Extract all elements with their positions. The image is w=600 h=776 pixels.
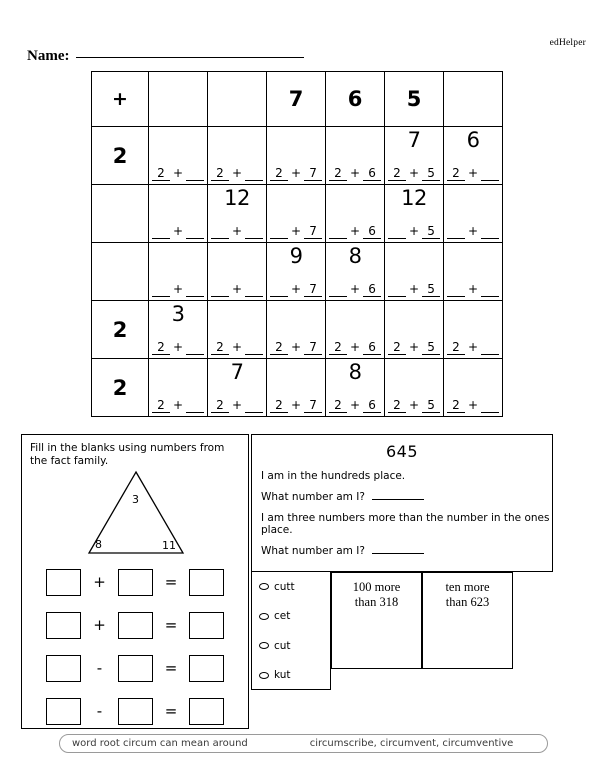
cell-content <box>385 243 443 300</box>
cell-content <box>444 359 502 416</box>
operator-corner-cell <box>92 72 149 127</box>
addend-right[interactable]: 5 <box>422 399 440 413</box>
equation-list <box>22 563 248 735</box>
cell-problem <box>208 341 266 355</box>
plus-sign-icon: + <box>408 282 420 296</box>
multiple-choice-label: cutt <box>274 580 295 593</box>
cell-problem <box>208 399 266 413</box>
more-than-box-2-line2: than 623 <box>445 595 490 609</box>
plus-sign-icon: + <box>349 398 361 412</box>
plus-sign-icon: + <box>349 166 361 180</box>
addend-right[interactable] <box>481 296 499 297</box>
column-header-cell <box>444 72 503 127</box>
plus-sign-icon: + <box>290 282 302 296</box>
cell-problem <box>444 399 502 413</box>
addition-cell[interactable] <box>267 243 326 301</box>
cell-content <box>267 127 325 184</box>
cell-problem <box>208 226 266 239</box>
addition-cell[interactable] <box>267 359 326 417</box>
plus-sign-icon: + <box>408 224 420 238</box>
equation-operator-icon: + <box>93 616 106 634</box>
addend-right[interactable] <box>481 354 499 355</box>
addend-left[interactable] <box>447 238 465 239</box>
addend-right[interactable] <box>186 354 204 355</box>
equation-box-second[interactable] <box>118 655 153 682</box>
multiple-choice-label: kut <box>274 669 291 682</box>
equation-box-result[interactable] <box>189 569 224 596</box>
equation-box-result[interactable] <box>189 612 224 639</box>
addition-cell[interactable] <box>385 359 444 417</box>
fact-family-triangle <box>84 467 188 559</box>
riddle-question-2-text: What number am I? <box>261 545 365 557</box>
column-header-value <box>444 72 502 126</box>
plus-sign-icon: + <box>231 340 243 354</box>
cell-problem <box>385 167 443 181</box>
cell-content <box>326 127 384 184</box>
name-input-line[interactable] <box>76 57 304 58</box>
addend-right[interactable] <box>481 180 499 181</box>
riddle-question-1 <box>261 489 552 503</box>
plus-operator-icon: + <box>112 88 128 110</box>
equation-box-result[interactable] <box>189 698 224 725</box>
addition-cell[interactable] <box>149 185 208 243</box>
cell-content <box>149 185 207 242</box>
more-than-box-1-line1: 100 more <box>352 580 401 594</box>
cell-content <box>267 243 325 300</box>
cell-content <box>385 127 443 184</box>
equation-box-first[interactable] <box>46 569 81 596</box>
column-header-cell <box>385 72 444 127</box>
cell-problem <box>267 167 325 181</box>
cell-answer: 7 <box>230 360 244 384</box>
multiple-choice-label: cet <box>274 610 291 623</box>
addend-left[interactable] <box>329 296 347 297</box>
plus-sign-icon: + <box>290 166 302 180</box>
addition-cell[interactable] <box>208 301 267 359</box>
addend-left[interactable] <box>270 238 288 239</box>
addend-left[interactable]: 2 <box>211 399 229 413</box>
cell-content <box>208 127 266 184</box>
column-header-cell <box>208 72 267 127</box>
cell-content <box>326 243 384 300</box>
row-header-value: 2 <box>112 143 128 168</box>
addend-left[interactable] <box>211 238 229 239</box>
plus-sign-icon: + <box>467 224 479 238</box>
addend-left[interactable]: 2 <box>329 167 347 181</box>
addend-right[interactable]: 7 <box>304 225 322 239</box>
cell-problem <box>444 167 502 181</box>
addition-cell[interactable] <box>149 243 208 301</box>
addend-right[interactable] <box>245 180 263 181</box>
cell-content <box>149 243 207 300</box>
addend-right[interactable] <box>186 296 204 297</box>
word-root-banner <box>59 734 548 753</box>
row-header-value: 2 <box>112 317 128 342</box>
column-header-cell <box>149 72 208 127</box>
riddle-answer-blank-2[interactable] <box>372 543 424 554</box>
cell-content <box>149 359 207 416</box>
cell-problem <box>267 225 325 239</box>
addend-right[interactable]: 5 <box>422 341 440 355</box>
cell-problem <box>149 399 207 413</box>
cell-problem <box>149 284 207 297</box>
plus-sign-icon: + <box>467 398 479 412</box>
plus-sign-icon: + <box>172 398 184 412</box>
row-header-cell <box>92 359 149 417</box>
cell-content <box>149 301 207 358</box>
equals-sign-icon: = <box>164 573 178 591</box>
addition-cell[interactable] <box>385 127 444 185</box>
cell-content <box>267 301 325 358</box>
radio-bubble-icon[interactable] <box>259 613 269 620</box>
cell-problem <box>326 167 384 181</box>
addend-right[interactable]: 6 <box>363 167 381 181</box>
cell-answer: 7 <box>407 128 421 152</box>
cell-content <box>444 301 502 358</box>
plus-sign-icon: + <box>172 340 184 354</box>
equation-box-first[interactable] <box>46 698 81 725</box>
addition-cell[interactable] <box>208 359 267 417</box>
fact-family-panel <box>21 434 249 729</box>
equation-box-first[interactable] <box>46 612 81 639</box>
name-label: Name: <box>27 48 70 64</box>
row-header-cell <box>92 301 149 359</box>
plus-sign-icon: + <box>172 224 184 238</box>
plus-sign-icon: + <box>467 166 479 180</box>
plus-sign-icon: + <box>349 282 361 296</box>
row-header-value <box>92 243 148 300</box>
equation-box-second[interactable] <box>118 569 153 596</box>
equation-box-first[interactable] <box>46 655 81 682</box>
addition-table <box>91 71 503 417</box>
column-header-cell <box>267 72 326 127</box>
addend-left[interactable]: 2 <box>329 399 347 413</box>
plus-sign-icon: + <box>290 398 302 412</box>
cell-problem <box>385 225 443 239</box>
addition-cell[interactable] <box>267 127 326 185</box>
addend-left[interactable] <box>152 238 170 239</box>
plus-sign-icon: + <box>231 166 243 180</box>
equation-operator-icon: - <box>96 702 103 720</box>
addend-right[interactable]: 6 <box>363 225 381 239</box>
addend-left[interactable] <box>388 238 406 239</box>
edhelper-logo: edHelper <box>549 38 586 48</box>
addend-right[interactable] <box>481 412 499 413</box>
column-header-value <box>149 72 207 126</box>
addition-cell[interactable] <box>326 359 385 417</box>
cell-content <box>326 185 384 242</box>
radio-bubble-icon[interactable] <box>259 672 269 679</box>
addend-right[interactable] <box>481 238 499 239</box>
addend-left[interactable]: 2 <box>270 341 288 355</box>
addend-left[interactable]: 2 <box>388 167 406 181</box>
cell-problem <box>444 226 502 239</box>
cell-answer: 6 <box>466 128 480 152</box>
fact-family-instruction: Fill in the blanks using numbers from the fact family. <box>30 442 225 467</box>
cell-problem <box>149 167 207 181</box>
addition-cell[interactable] <box>444 127 503 185</box>
triangle-right-number: 11 <box>162 539 176 552</box>
cell-content <box>444 185 502 242</box>
addend-right[interactable]: 7 <box>304 283 322 297</box>
row-header-value: 2 <box>112 375 128 400</box>
addition-cell[interactable] <box>385 185 444 243</box>
more-than-box-1[interactable] <box>331 572 422 669</box>
multiple-choice-label: cut <box>274 639 291 652</box>
equals-sign-icon: = <box>164 659 178 677</box>
cell-problem <box>267 283 325 297</box>
riddle-number: 645 <box>385 442 419 461</box>
addend-right[interactable] <box>186 238 204 239</box>
riddle-answer-blank-1[interactable] <box>372 489 424 500</box>
cell-problem <box>385 341 443 355</box>
addend-left[interactable] <box>152 296 170 297</box>
addition-cell[interactable] <box>149 359 208 417</box>
plus-sign-icon: + <box>231 224 243 238</box>
more-than-box-1-line2: than 318 <box>354 595 399 609</box>
multiple-choice-option[interactable] <box>259 572 330 602</box>
cell-problem <box>385 399 443 413</box>
table-header-row <box>92 72 503 127</box>
addend-right[interactable]: 6 <box>363 399 381 413</box>
column-header-value: 7 <box>288 87 304 111</box>
addend-left[interactable]: 2 <box>152 167 170 181</box>
equation-row <box>22 563 248 601</box>
table-row <box>92 127 503 185</box>
cell-problem <box>444 284 502 297</box>
cell-answer: 9 <box>289 244 303 268</box>
place-value-riddle-panel <box>251 434 553 572</box>
plus-sign-icon: + <box>172 282 184 296</box>
cell-content <box>444 127 502 184</box>
cell-problem <box>444 341 502 355</box>
riddle-question-1-text: What number am I? <box>261 491 365 503</box>
plus-sign-icon: + <box>408 340 420 354</box>
equation-box-second[interactable] <box>118 612 153 639</box>
cell-answer: 12 <box>401 186 427 210</box>
plus-sign-icon: + <box>290 340 302 354</box>
word-root-examples: circumscribe, circumvent, circumventive <box>309 738 514 749</box>
addend-right[interactable]: 7 <box>304 399 322 413</box>
equation-box-second[interactable] <box>118 698 153 725</box>
addition-cell[interactable] <box>326 127 385 185</box>
addition-cell[interactable] <box>444 301 503 359</box>
cell-content <box>385 185 443 242</box>
equation-row <box>22 649 248 687</box>
addend-left[interactable] <box>211 296 229 297</box>
addend-right[interactable]: 6 <box>363 341 381 355</box>
addend-left[interactable]: 2 <box>270 399 288 413</box>
cell-problem <box>267 341 325 355</box>
plus-sign-icon: + <box>408 166 420 180</box>
addition-cell[interactable] <box>326 301 385 359</box>
equation-box-result[interactable] <box>189 655 224 682</box>
column-header-value <box>208 72 266 126</box>
cell-answer: 12 <box>224 186 250 210</box>
plus-sign-icon: + <box>467 282 479 296</box>
cell-content <box>267 359 325 416</box>
addition-cell[interactable] <box>385 243 444 301</box>
addition-cell[interactable] <box>326 185 385 243</box>
cell-problem <box>208 167 266 181</box>
equation-operator-icon: - <box>96 659 103 677</box>
cell-problem <box>326 341 384 355</box>
cell-problem <box>208 284 266 297</box>
cell-content <box>267 185 325 242</box>
cell-content <box>149 127 207 184</box>
plus-sign-icon: + <box>467 340 479 354</box>
addition-cell[interactable] <box>267 301 326 359</box>
equals-sign-icon: = <box>164 616 178 634</box>
addend-right[interactable] <box>186 412 204 413</box>
addend-left[interactable]: 2 <box>329 341 347 355</box>
addend-left[interactable]: 2 <box>211 167 229 181</box>
addend-left[interactable]: 2 <box>447 341 465 355</box>
cell-problem <box>149 226 207 239</box>
row-header-cell <box>92 185 149 243</box>
cell-content <box>326 359 384 416</box>
cell-problem <box>149 341 207 355</box>
cell-answer: 3 <box>171 302 185 326</box>
cell-content <box>385 359 443 416</box>
addend-right[interactable] <box>186 180 204 181</box>
riddle-question-2 <box>261 543 552 557</box>
addend-left[interactable]: 2 <box>447 399 465 413</box>
riddle-clue-1: I am in the hundreds place. <box>261 470 406 482</box>
cell-problem <box>267 399 325 413</box>
plus-sign-icon: + <box>172 166 184 180</box>
plus-sign-icon: + <box>349 340 361 354</box>
addend-right[interactable] <box>245 238 263 239</box>
cell-content <box>208 243 266 300</box>
addend-left[interactable]: 2 <box>211 341 229 355</box>
table-row <box>92 243 503 301</box>
plus-sign-icon: + <box>231 398 243 412</box>
cell-content <box>385 301 443 358</box>
more-than-box-2[interactable] <box>422 572 513 669</box>
cell-answer: 8 <box>348 360 362 384</box>
addition-cell[interactable] <box>208 185 267 243</box>
addend-left[interactable]: 2 <box>388 341 406 355</box>
cell-problem <box>385 283 443 297</box>
multiple-choice-option[interactable] <box>259 602 330 632</box>
riddle-clue-2: I am three numbers more than the number in the ones place. <box>261 512 550 536</box>
plus-sign-icon: + <box>408 398 420 412</box>
plus-sign-icon: + <box>231 282 243 296</box>
addition-cell[interactable] <box>326 243 385 301</box>
addition-cell[interactable] <box>444 185 503 243</box>
cell-problem <box>326 225 384 239</box>
column-header-value: 5 <box>406 87 422 111</box>
addition-cell[interactable] <box>267 185 326 243</box>
addition-cell[interactable] <box>208 243 267 301</box>
name-field-row <box>27 48 304 65</box>
addition-cell[interactable] <box>208 127 267 185</box>
addition-cell[interactable] <box>444 359 503 417</box>
cell-answer: 8 <box>348 244 362 268</box>
addend-right[interactable]: 6 <box>363 283 381 297</box>
addend-left[interactable] <box>270 296 288 297</box>
multiple-choice-option[interactable] <box>259 661 330 691</box>
triangle-top-number: 3 <box>132 493 139 506</box>
cell-content <box>326 301 384 358</box>
equation-row <box>22 606 248 644</box>
table-row <box>92 185 503 243</box>
equation-row <box>22 692 248 730</box>
cell-content <box>208 301 266 358</box>
addend-right[interactable]: 5 <box>422 167 440 181</box>
addend-right[interactable] <box>245 354 263 355</box>
addend-left[interactable]: 2 <box>152 399 170 413</box>
addend-left[interactable]: 2 <box>152 341 170 355</box>
addend-left[interactable] <box>329 238 347 239</box>
addend-left[interactable]: 2 <box>270 167 288 181</box>
addition-cell[interactable] <box>149 301 208 359</box>
column-header-value: 6 <box>347 87 363 111</box>
addend-right[interactable] <box>245 412 263 413</box>
radio-bubble-icon[interactable] <box>259 583 269 590</box>
plus-sign-icon: + <box>290 224 302 238</box>
cell-problem <box>326 399 384 413</box>
cell-content <box>208 359 266 416</box>
addend-right[interactable]: 5 <box>422 225 440 239</box>
addition-cell[interactable] <box>149 127 208 185</box>
table-row <box>92 359 503 417</box>
row-header-cell <box>92 243 149 301</box>
cell-content <box>208 185 266 242</box>
cell-content <box>444 243 502 300</box>
addend-right[interactable]: 7 <box>304 341 322 355</box>
column-header-cell <box>326 72 385 127</box>
word-root-definition: word root circum can mean around <box>72 738 248 749</box>
more-than-box-2-line1: ten more <box>445 580 490 594</box>
row-header-value <box>92 185 148 242</box>
addend-left[interactable] <box>388 296 406 297</box>
addend-right[interactable] <box>245 296 263 297</box>
multiple-choice-option[interactable] <box>259 631 330 661</box>
addition-cell[interactable] <box>444 243 503 301</box>
equation-operator-icon: + <box>93 573 106 591</box>
addend-left[interactable] <box>447 296 465 297</box>
plus-sign-icon: + <box>349 224 361 238</box>
cell-problem <box>326 283 384 297</box>
triangle-left-number: 8 <box>95 538 102 551</box>
addition-cell[interactable] <box>385 301 444 359</box>
addend-right[interactable]: 5 <box>422 283 440 297</box>
spelling-multiple-choice-panel <box>251 572 331 690</box>
addend-left[interactable]: 2 <box>447 167 465 181</box>
addend-right[interactable]: 7 <box>304 167 322 181</box>
equals-sign-icon: = <box>164 702 178 720</box>
addend-left[interactable]: 2 <box>388 399 406 413</box>
row-header-cell <box>92 127 149 185</box>
radio-bubble-icon[interactable] <box>259 642 269 649</box>
table-row <box>92 301 503 359</box>
